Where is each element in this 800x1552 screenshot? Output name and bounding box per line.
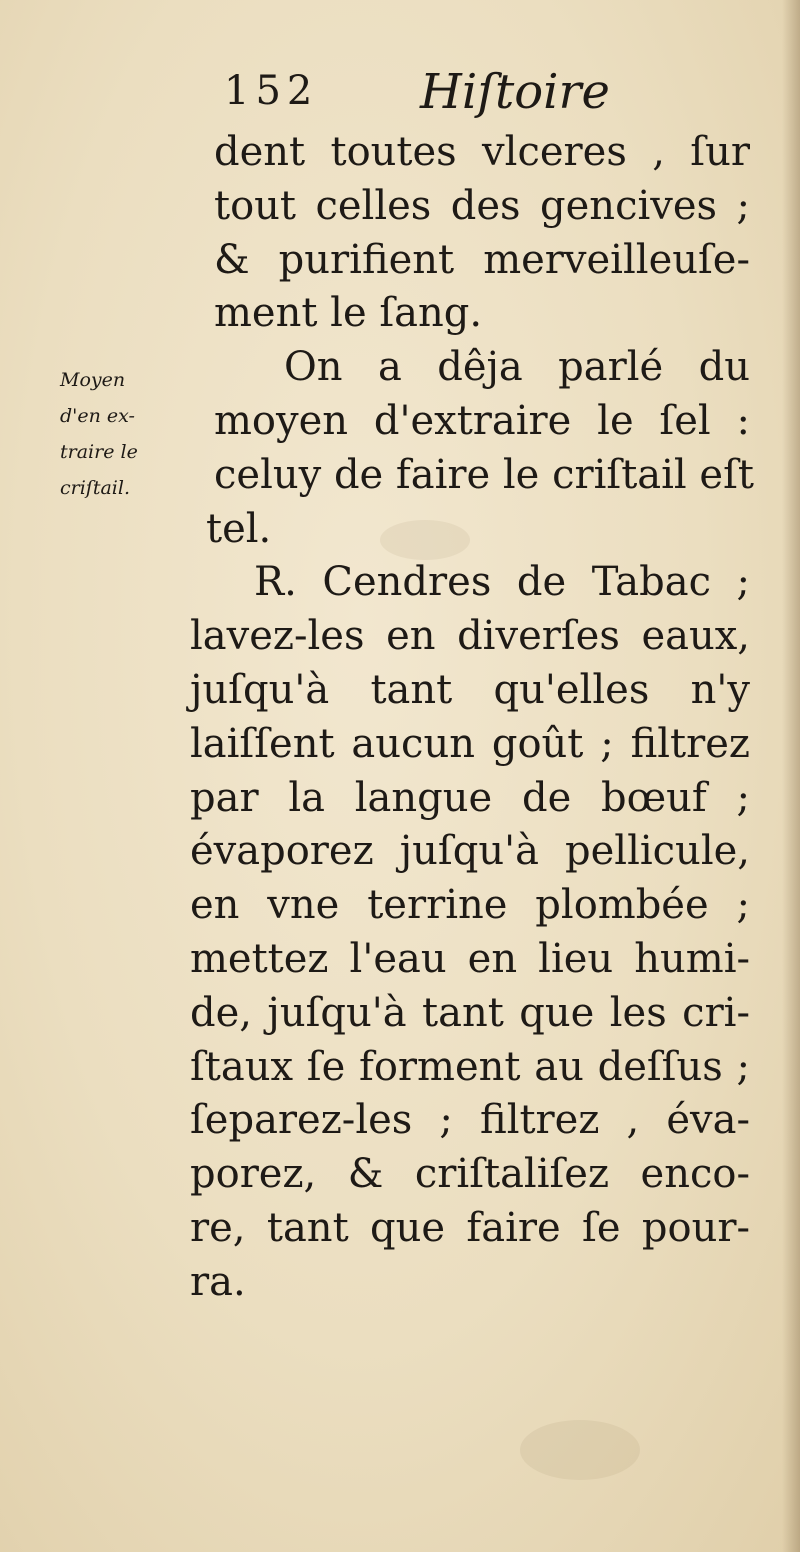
text-line: R. Cendres de Tabac ; [254, 559, 750, 606]
text-line: tout celles des gencives ; [214, 182, 750, 229]
running-title: Hiſtoire [420, 64, 610, 120]
text-line: On a dêja parlé du [284, 344, 750, 391]
text-line: mettez l'eau en lieu humi- [190, 935, 750, 982]
text-line: dent toutes vlceres , ſur [214, 129, 750, 175]
margin-note-line: Moyen [60, 369, 126, 391]
margin-note-line: d'en ex- [60, 405, 135, 427]
body-text [190, 126, 754, 1310]
text-line: celuy de faire le criſtail eſt [214, 451, 754, 498]
paper-stain [520, 1420, 640, 1480]
text-line: de, juſqu'à tant que les cri- [190, 989, 750, 1036]
text-line: laiſſent aucun goût ; filtrez [190, 720, 750, 767]
text-line: ſeparez-les ; filtrez , éva- [190, 1097, 750, 1144]
margin-note-line: traire le [60, 441, 138, 463]
page-header [220, 64, 620, 120]
page-gutter-shadow [782, 0, 800, 1552]
margin-note-line: criſtail. [60, 477, 130, 499]
text-line: évaporez juſqu'à pellicule, [190, 828, 750, 875]
page-number: 152 [224, 68, 319, 114]
text-line: porez, & criſtaliſez enco- [190, 1151, 750, 1198]
text-line: tel. [206, 505, 272, 552]
margin-note [60, 362, 190, 506]
text-line: lavez-les en diverſes eaux, [190, 613, 750, 660]
text-line: ra. [190, 1258, 246, 1305]
text-line: ment le ſang. [214, 290, 483, 337]
text-line: juſqu'à tant qu'elles n'y [190, 666, 750, 713]
text-line: en vne terrine plombée ; [190, 882, 750, 929]
text-line: par la langue de bœuf ; [190, 774, 750, 821]
text-line: re, tant que faire ſe pour- [190, 1204, 750, 1251]
text-line: moyen d'extraire le ſel : [214, 397, 750, 444]
text-line: ſtaux ſe forment au deſſus ; [190, 1043, 750, 1090]
text-line: & purifient merveilleuſe- [214, 236, 750, 283]
